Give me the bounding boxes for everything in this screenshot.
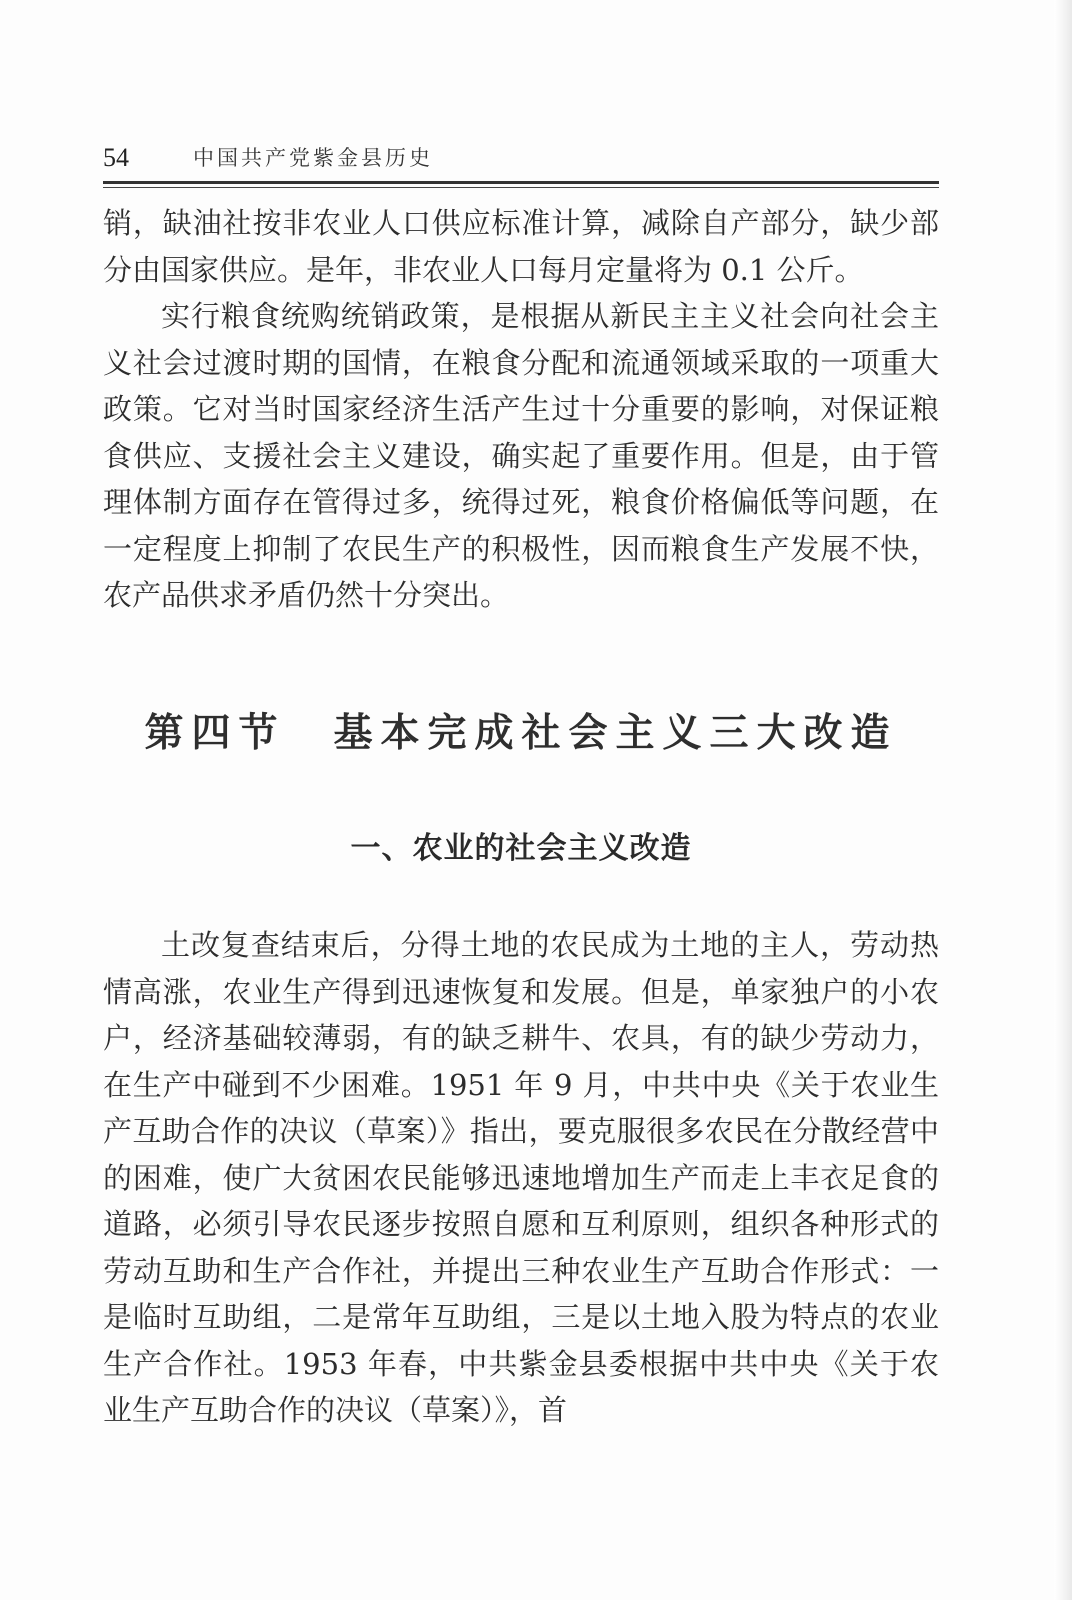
paragraph: 土改复查结束后，分得土地的农民成为土地的主人，劳动热情高涨，农业生产得到迅速恢复和发展。但是，单家独户的小农户，经济基础较薄弱，有的缺乏耕牛、农具，有的缺少劳动力，在生产中碰到不少困难。1951 年 9 月，中共中央《关于农业生产互助合作的决议（草案）》指出，要克服很多农民在分散经营中的困难，使广大贫困农民能够迅速地增加生产而走上丰衣足食的道路，必须引导农民逐步按照自愿和互利原则，组织各种形式的劳动互助和生产合作社，并提出三种农业生产互助合作形式：一是临时互助组，二是常年互助组，三是以土地入股为特点的农业生产合作社。1953 年春，中共紫金县委根据中共中央《关于农业生产互助合作的决议（草案）》，首	[103, 928, 939, 1427]
body-text-bottom	[103, 922, 939, 1434]
body-text-top	[103, 200, 939, 619]
paragraph-continuation: 销，缺油社按非农业人口供应标准计算，减除自产部分，缺少部分由国家供应。是年，非农业人口每月定量将为 0.1 公斤。	[103, 206, 939, 287]
scan-edge	[1054, 0, 1072, 1600]
running-title: 中国共产党紫金县历史	[193, 146, 433, 170]
section-title-text: 基本完成社会主义三大改造	[333, 710, 898, 756]
page-number: 54	[103, 143, 129, 172]
subsection-heading: 一、农业的社会主义改造	[350, 831, 692, 866]
section-heading	[103, 705, 939, 761]
paragraph: 实行粮食统购统销政策，是根据从新民主主义社会向社会主义社会过渡时期的国情，在粮食分配和流通领域采取的一项重大政策。它对当时国家经济生活产生过十分重要的影响，对保证粮食供应、支援社会主义建设，确实起了重要作用。但是，由于管理体制方面存在管得过多，统得过死，粮食价格偏低等问题，在一定程度上抑制了农民生产的积极性，因而粮食生产发展不快，农产品供求矛盾仍然十分突出。	[103, 299, 939, 612]
header-rule-thick	[103, 181, 939, 184]
section-number: 第四节	[144, 710, 286, 756]
page-header	[103, 140, 939, 176]
header-rule-thin	[103, 187, 939, 188]
